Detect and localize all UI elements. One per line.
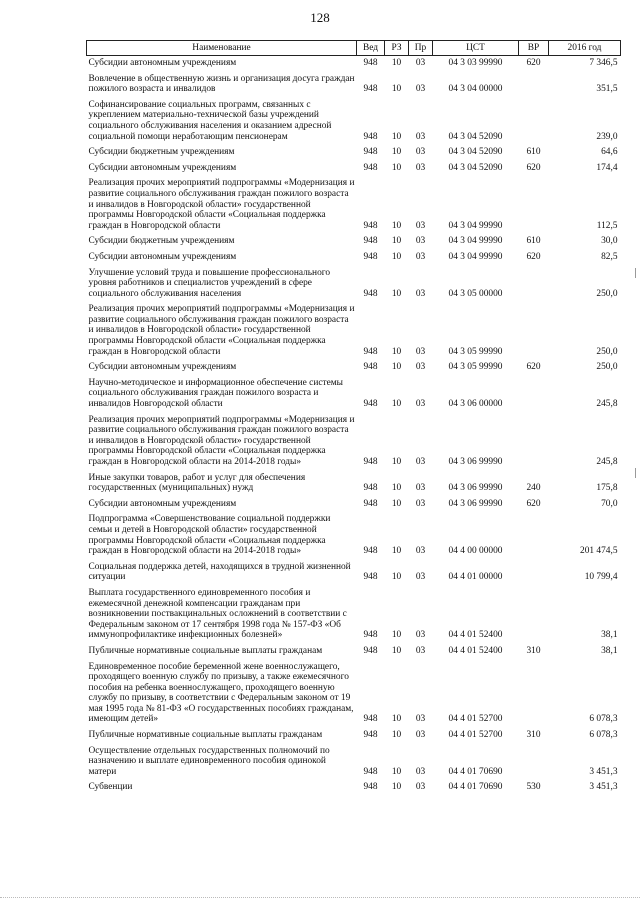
row-rz: 10 bbox=[391, 288, 402, 299]
row-ved: 948 bbox=[363, 58, 378, 68]
row-pr: 03 bbox=[415, 457, 426, 467]
row-rz: 10 bbox=[391, 362, 402, 373]
row-rz: 10 bbox=[391, 147, 402, 158]
row-ved: 948 bbox=[363, 346, 378, 357]
table-row bbox=[87, 471, 621, 497]
row-vr: 310 bbox=[526, 730, 541, 741]
row-vr: 620 bbox=[526, 58, 541, 68]
row-pr: 03 bbox=[415, 58, 426, 68]
row-amount: 112,5 bbox=[596, 220, 618, 231]
row-cst: 04 3 05 99990 bbox=[448, 362, 503, 373]
row-cst: 04 4 01 00000 bbox=[448, 572, 503, 583]
row-ved: 948 bbox=[363, 147, 378, 158]
row-cst: 04 4 01 70690 bbox=[448, 766, 503, 777]
row-pr: 03 bbox=[415, 346, 426, 357]
row-pr: 03 bbox=[415, 630, 426, 641]
row-amount: 245,8 bbox=[596, 457, 618, 467]
row-name: Социальная поддержка детей, находящихся в трудной жизненной ситуации bbox=[88, 561, 351, 583]
row-pr: 03 bbox=[415, 645, 426, 656]
row-cst: 04 3 04 00000 bbox=[448, 84, 503, 95]
row-ved: 948 bbox=[363, 84, 378, 95]
table-row bbox=[87, 497, 621, 513]
row-pr: 03 bbox=[415, 782, 426, 793]
header-name: Наименование bbox=[87, 41, 357, 56]
row-vr: 240 bbox=[526, 483, 541, 494]
row-amount: 3 451,3 bbox=[589, 766, 618, 777]
row-rz: 10 bbox=[391, 766, 402, 777]
row-ved: 948 bbox=[363, 572, 378, 583]
row-rz: 10 bbox=[391, 572, 402, 583]
row-pr: 03 bbox=[415, 251, 426, 262]
row-name: Осуществление отдельных государственных полномочий по назначению и выплате единовременного пособия одинокой матери bbox=[88, 745, 330, 777]
row-name: Субсидии бюджетным учреждениям bbox=[88, 147, 235, 158]
row-pr: 03 bbox=[415, 766, 426, 777]
row-rz: 10 bbox=[391, 714, 402, 725]
row-name: Субсидии бюджетным учреждениям bbox=[88, 236, 235, 247]
row-cst: 04 3 06 00000 bbox=[448, 399, 503, 410]
row-cst: 04 3 04 99990 bbox=[448, 236, 503, 247]
header-cst: ЦСТ bbox=[433, 41, 519, 56]
row-cst: 04 4 01 52400 bbox=[448, 645, 503, 656]
table-row bbox=[87, 145, 621, 161]
row-ved: 948 bbox=[363, 236, 378, 247]
row-amount: 250,0 bbox=[596, 288, 618, 299]
table-row bbox=[87, 56, 621, 72]
row-vr: 310 bbox=[526, 645, 541, 656]
row-amount: 38,1 bbox=[601, 630, 618, 641]
table-row bbox=[87, 266, 621, 303]
table-row bbox=[87, 586, 621, 644]
row-vr: 610 bbox=[526, 236, 541, 247]
row-name: Вовлечение в общественную жизнь и организация досуга граждан пожилого возраста и инвалидов bbox=[88, 73, 355, 95]
row-ved: 948 bbox=[363, 645, 378, 656]
row-vr bbox=[519, 376, 549, 413]
row-rz: 10 bbox=[391, 162, 402, 173]
scan-edge-mark bbox=[635, 268, 636, 278]
row-pr: 03 bbox=[415, 498, 426, 509]
table-row bbox=[87, 512, 621, 559]
row-vr: 610 bbox=[526, 147, 541, 158]
row-amount: 201 474,5 bbox=[580, 546, 618, 557]
row-cst: 04 3 04 52090 bbox=[448, 162, 503, 173]
row-pr: 03 bbox=[415, 362, 426, 373]
row-rz: 10 bbox=[391, 630, 402, 641]
table-row bbox=[87, 728, 621, 744]
row-pr: 03 bbox=[415, 236, 426, 247]
row-amount: 7 346,5 bbox=[589, 58, 618, 68]
header-pr: Пр bbox=[409, 41, 433, 56]
row-rz: 10 bbox=[391, 730, 402, 741]
page-number: 128 bbox=[310, 10, 330, 25]
row-name: Подпрограмма «Совершенствование социальной поддержки семьи и детей в Новгородской области» государственной программы Новгородской области «Социальная поддержка граждан в Новгородской области на 2014-2018 годы» bbox=[88, 514, 331, 557]
row-name: Единовременное пособие беременной жене военнослужащего, проходящего военную службу по призыву, а также ежемесячного пособия на ребенка военнослужащего, проходящего военную службу по призыву, в соответствии с Федеральным законом от 19 мая 1995 года № 81-ФЗ «О государственных пособиях гражданам, имеющим детей» bbox=[88, 661, 354, 725]
row-name: Реализация прочих мероприятий подпрограммы «Модернизация и развитие социального обслуживания граждан пожилого возраста и инвалидов в Новгородской области» государственной программы Новгородской области «Социальная поддержка граждан в Новгородской области bbox=[88, 304, 355, 357]
row-vr bbox=[519, 744, 549, 781]
row-ved: 948 bbox=[363, 399, 378, 410]
row-rz: 10 bbox=[391, 236, 402, 247]
row-name: Субсидии автономным учреждениям bbox=[88, 58, 237, 68]
row-amount: 175,8 bbox=[596, 483, 618, 494]
table-header-row bbox=[87, 41, 621, 56]
row-vr: 620 bbox=[526, 362, 541, 373]
row-pr: 03 bbox=[415, 572, 426, 583]
row-amount: 38,1 bbox=[601, 645, 618, 656]
table-row bbox=[87, 176, 621, 234]
row-cst: 04 4 00 00000 bbox=[448, 546, 503, 557]
row-pr: 03 bbox=[415, 714, 426, 725]
row-vr bbox=[519, 72, 549, 98]
row-cst: 04 3 04 99990 bbox=[448, 220, 503, 231]
table-row bbox=[87, 360, 621, 376]
row-rz: 10 bbox=[391, 346, 402, 357]
row-ved: 948 bbox=[363, 766, 378, 777]
row-cst: 04 3 04 52090 bbox=[448, 147, 503, 158]
row-amount: 245,8 bbox=[596, 399, 618, 410]
row-ved: 948 bbox=[363, 714, 378, 725]
row-cst: 04 3 04 52090 bbox=[448, 131, 503, 142]
row-pr: 03 bbox=[415, 288, 426, 299]
row-rz: 10 bbox=[391, 58, 402, 68]
row-vr bbox=[519, 413, 549, 471]
row-rz: 10 bbox=[391, 645, 402, 656]
row-name: Публичные нормативные социальные выплаты гражданам bbox=[88, 730, 323, 741]
row-vr bbox=[519, 176, 549, 234]
row-ved: 948 bbox=[363, 730, 378, 741]
row-rz: 10 bbox=[391, 399, 402, 410]
row-ved: 948 bbox=[363, 546, 378, 557]
row-rz: 10 bbox=[391, 220, 402, 231]
row-cst: 04 4 01 52400 bbox=[448, 630, 503, 641]
header-vr: ВР bbox=[519, 41, 549, 56]
row-amount: 82,5 bbox=[601, 251, 618, 262]
table-row bbox=[87, 644, 621, 660]
row-ved: 948 bbox=[363, 362, 378, 373]
row-name: Научно-методическое и информационное обеспечение системы социального обслуживания граждан пожилого возраста и инвалидов Новгородской области bbox=[88, 377, 343, 410]
row-ved: 948 bbox=[363, 483, 378, 494]
row-name: Улучшение условий труда и повышение профессионального уровня работников и специалистов учреждений в сфере социального обслуживания населения bbox=[88, 267, 331, 299]
row-amount: 6 078,3 bbox=[589, 714, 618, 725]
row-name: Реализация прочих мероприятий подпрограммы «Модернизация и развитие социального обслуживания граждан пожилого возраста и инвалидов в Новгородской области» государственной программы Новгородской области «Социальная поддержка граждан в Новгородской области bbox=[88, 178, 355, 231]
row-name: Субсидии автономным учреждениям bbox=[88, 362, 237, 373]
budget-table bbox=[86, 40, 621, 796]
row-vr: 530 bbox=[526, 782, 541, 793]
row-amount: 10 799,4 bbox=[584, 572, 618, 583]
row-pr: 03 bbox=[415, 147, 426, 158]
row-amount: 351,5 bbox=[596, 84, 618, 95]
row-vr bbox=[519, 586, 549, 644]
row-vr bbox=[519, 98, 549, 145]
row-rz: 10 bbox=[391, 457, 402, 467]
table-row bbox=[87, 72, 621, 98]
row-rz: 10 bbox=[391, 483, 402, 494]
row-pr: 03 bbox=[415, 483, 426, 494]
row-ved: 948 bbox=[363, 782, 378, 793]
row-name: Публичные нормативные социальные выплаты гражданам bbox=[88, 645, 323, 656]
table-body bbox=[87, 56, 621, 797]
scan-edge-mark bbox=[635, 468, 636, 478]
row-rz: 10 bbox=[391, 498, 402, 509]
row-cst: 04 3 05 00000 bbox=[448, 288, 503, 299]
table-row bbox=[87, 302, 621, 360]
table-row bbox=[87, 413, 621, 471]
table-row bbox=[87, 560, 621, 586]
table-row bbox=[87, 98, 621, 145]
row-ved: 948 bbox=[363, 162, 378, 173]
row-pr: 03 bbox=[415, 162, 426, 173]
row-cst: 04 3 06 99990 bbox=[448, 457, 503, 467]
row-cst: 04 3 06 99990 bbox=[448, 498, 503, 509]
row-vr bbox=[519, 512, 549, 559]
row-rz: 10 bbox=[391, 131, 402, 142]
row-rz: 10 bbox=[391, 546, 402, 557]
row-ved: 948 bbox=[363, 630, 378, 641]
row-cst: 04 4 01 52700 bbox=[448, 730, 503, 741]
table-row bbox=[87, 780, 621, 796]
header-ved: Вед bbox=[357, 41, 385, 56]
row-name: Субвенции bbox=[88, 782, 133, 793]
row-rz: 10 bbox=[391, 251, 402, 262]
row-amount: 239,0 bbox=[596, 131, 618, 142]
row-vr: 620 bbox=[526, 498, 541, 509]
row-name: Софинансирование социальных программ, связанных с укреплением материально-технической базы учреждений социального обслуживания населения и оказанием адресной социальной помощи неработающим пенсионерам bbox=[88, 99, 332, 142]
header-year: 2016 год bbox=[549, 41, 621, 56]
row-ved: 948 bbox=[363, 131, 378, 142]
row-name: Иные закупки товаров, работ и услуг для обеспечения государственных (муниципальных) нужд bbox=[88, 472, 306, 494]
row-vr: 620 bbox=[526, 162, 541, 173]
table-row bbox=[87, 660, 621, 729]
row-pr: 03 bbox=[415, 399, 426, 410]
row-vr: 620 bbox=[526, 251, 541, 262]
row-amount: 64,6 bbox=[601, 147, 618, 158]
table-row bbox=[87, 234, 621, 250]
row-cst: 04 3 05 99990 bbox=[448, 346, 503, 357]
row-name: Выплата государственного единовременного пособия и ежемесячной денежной компенсации гражданам при возникновении поствакцинальных осложнений в соответствии с Федеральным законом от 17 сентября 1998 года № 157-ФЗ «Об иммунопрофилактике инфекционных болезней» bbox=[88, 587, 347, 641]
row-name: Реализация прочих мероприятий подпрограммы «Модернизация и развитие социального обслуживания граждан пожилого возраста и инвалидов в Новгородской области» государственной программы Новгородской области «Социальная поддержка граждан в Новгородской области на 2014-2018 годы» bbox=[88, 414, 355, 467]
row-name: Субсидии автономным учреждениям bbox=[88, 162, 237, 173]
row-pr: 03 bbox=[415, 84, 426, 95]
row-ved: 948 bbox=[363, 498, 378, 509]
row-cst: 04 3 04 99990 bbox=[448, 251, 503, 262]
row-rz: 10 bbox=[391, 782, 402, 793]
row-amount: 174,4 bbox=[596, 162, 618, 173]
row-ved: 948 bbox=[363, 288, 378, 299]
row-amount: 30,0 bbox=[601, 236, 618, 247]
row-cst: 04 4 01 70690 bbox=[448, 782, 503, 793]
row-vr bbox=[519, 660, 549, 729]
row-vr bbox=[519, 266, 549, 303]
table-row bbox=[87, 161, 621, 177]
row-cst: 04 4 01 52700 bbox=[448, 714, 503, 725]
row-amount: 250,0 bbox=[596, 362, 618, 373]
table-row bbox=[87, 744, 621, 781]
row-pr: 03 bbox=[415, 220, 426, 231]
row-ved: 948 bbox=[363, 457, 378, 467]
row-name: Субсидии автономным учреждениям bbox=[88, 251, 237, 262]
row-amount: 6 078,3 bbox=[589, 730, 618, 741]
row-amount: 70,0 bbox=[601, 498, 618, 509]
row-pr: 03 bbox=[415, 546, 426, 557]
row-name: Субсидии автономным учреждениям bbox=[88, 498, 237, 509]
row-ved: 948 bbox=[363, 251, 378, 262]
row-ved: 948 bbox=[363, 220, 378, 231]
row-cst: 04 3 03 99990 bbox=[448, 58, 503, 68]
row-vr bbox=[519, 302, 549, 360]
row-cst: 04 3 06 99990 bbox=[448, 483, 503, 494]
row-amount: 250,0 bbox=[596, 346, 618, 357]
row-amount: 3 451,3 bbox=[589, 782, 618, 793]
row-pr: 03 bbox=[415, 730, 426, 741]
table-row bbox=[87, 376, 621, 413]
row-rz: 10 bbox=[391, 84, 402, 95]
row-vr bbox=[519, 560, 549, 586]
row-pr: 03 bbox=[415, 131, 426, 142]
table-row bbox=[87, 250, 621, 266]
scan-edge-line bbox=[0, 897, 640, 899]
header-rz: РЗ bbox=[385, 41, 409, 56]
